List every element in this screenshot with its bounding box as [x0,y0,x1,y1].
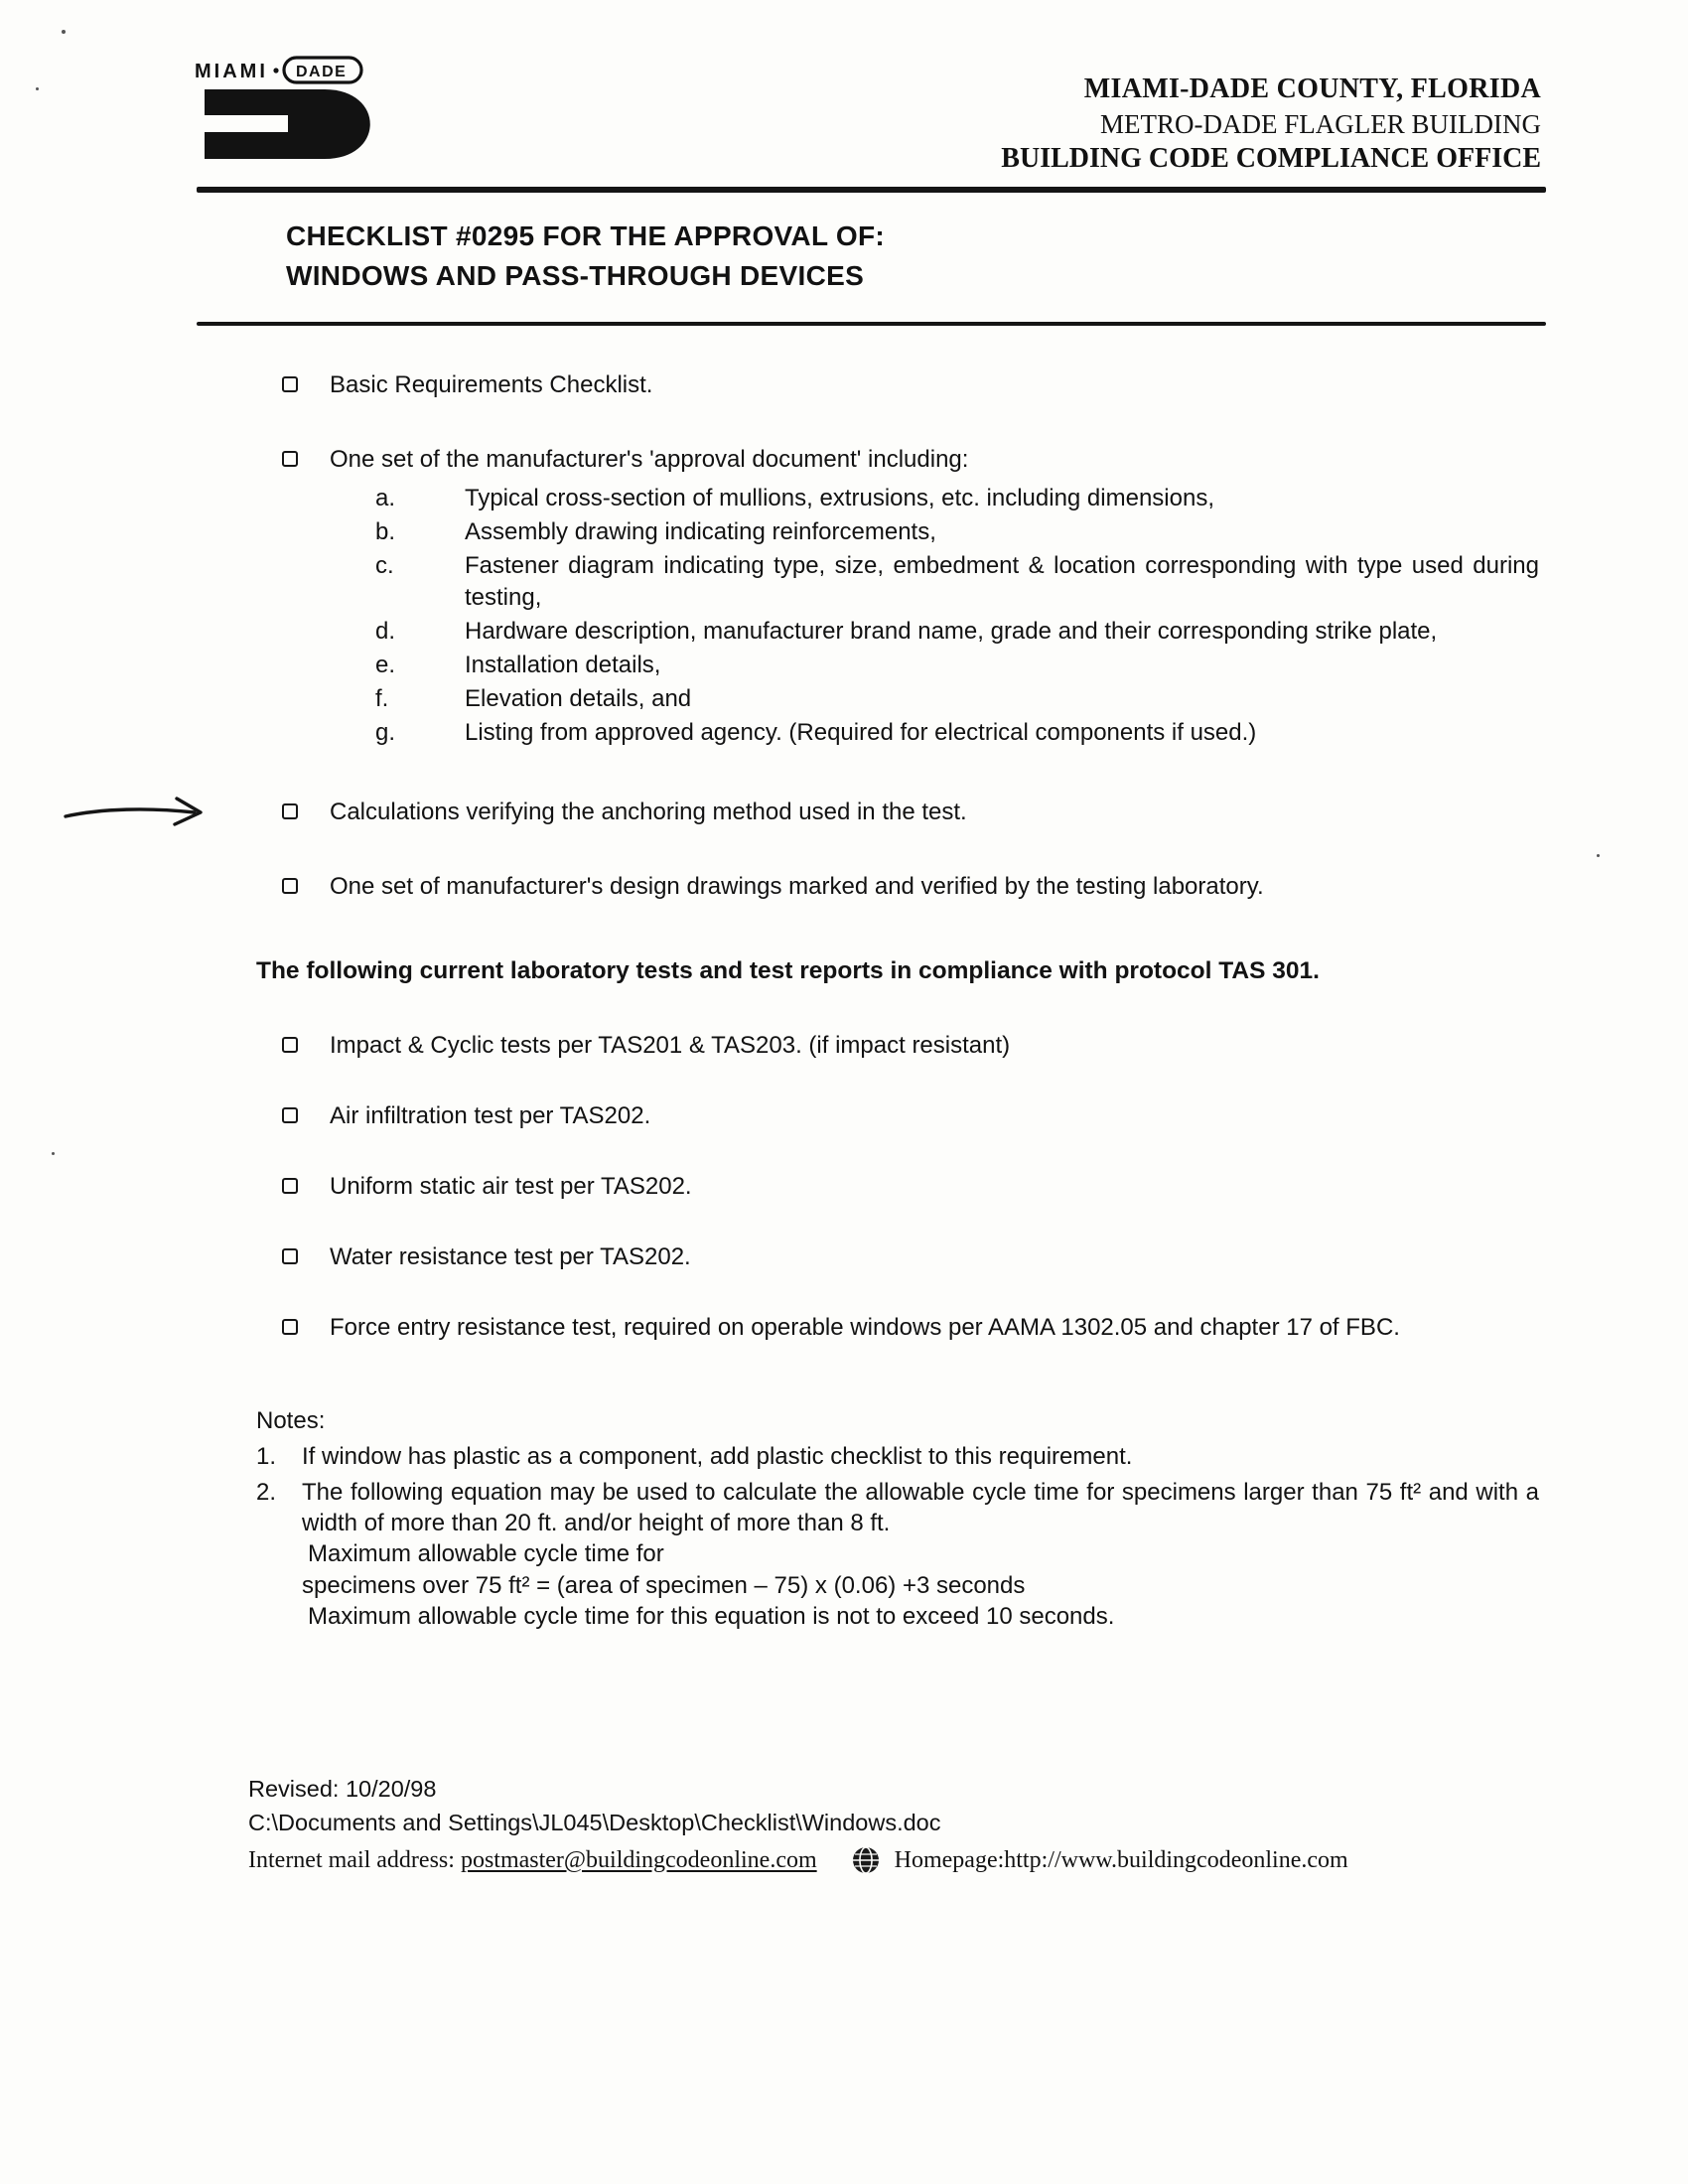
logo-text-dade: DADE [296,64,348,80]
checklist-item-text: Basic Requirements Checklist. [330,370,653,398]
approval-document-sublist [375,483,1539,749]
checklist-item-water-resistance [256,1241,1539,1272]
checkbox-icon[interactable] [282,376,298,392]
note-text [302,1477,1539,1632]
miami-dade-logo [191,50,489,168]
scan-speck [52,1152,55,1155]
sublist-item-label: d. [375,617,396,645]
sublist-item-label: e. [375,652,396,679]
checklist-item-text: Calculations verifying the anchoring method used in the test. [330,798,967,825]
checklist-item-design-drawings [256,871,1539,902]
checklist-item-approval-document [256,444,1539,475]
revised-date: Revised: 10/20/98 [248,1776,437,1802]
checkbox-icon[interactable] [282,1248,298,1264]
contact-line [248,1845,1348,1875]
note-2-equation: specimens over 75 ft² = (area of specimen – 75) x (0.06) +3 seconds [302,1571,1026,1599]
checklist-item-text: Force entry resistance test, required on operable windows per AAMA 1302.05 and chapter 17 of FBC. [330,1314,1400,1342]
file-path: C:\Documents and Settings\JL045\Desktop\Checklist\Windows.doc [248,1810,941,1835]
sublist-item-label: b. [375,518,396,546]
letterhead-line1: MIAMI-DADE COUNTY, FLORIDA [1083,73,1541,104]
scan-speck [1597,854,1600,857]
note-number: 1. [256,1442,277,1470]
checkbox-icon[interactable] [282,1037,298,1053]
sublist-item-text: Fastener diagram indicating type, size, embedment & location corresponding with type used during testing, [465,552,1539,611]
divider-top [197,187,1546,193]
logo-text-miami: MIAMI [195,61,268,82]
sublist-item-text: Assembly drawing indicating reinforcements, [465,518,936,546]
document-footer [248,1776,1348,1875]
sublist-item-text: Hardware description, manufacturer brand name, grade and their corresponding strike plate, [465,617,1438,645]
checklist-item-text: Water resistance test per TAS202. [330,1243,691,1271]
checklist-item-basic-requirements [256,369,1539,400]
title-line2: WINDOWS AND PASS-THROUGH DEVICES [286,259,865,291]
sublist-item-d [375,616,1539,647]
checkbox-icon[interactable] [282,1178,298,1194]
checklist-item-approval-document-group [256,444,1539,749]
checklist-item-text: Air infiltration test per TAS202. [330,1101,651,1129]
notes-heading: Notes: [256,1406,326,1434]
checklist-item-impact-cyclic [256,1030,1539,1061]
sublist-item-label: c. [375,552,394,580]
letterhead-line2: METRO-DADE FLAGLER BUILDING [1100,108,1541,139]
sublist-item-text: Elevation details, and [465,685,692,713]
divider-under-title [197,322,1546,326]
homepage-label: Homepage: [894,1846,1005,1873]
sublist-item-c [375,550,1539,612]
email-link[interactable]: postmaster@buildingcodeonline.com [460,1846,817,1873]
letterhead-address-block [489,50,1541,177]
checklist-item-text: One set of manufacturer's design drawings marked and verified by the testing laboratory. [330,872,1264,900]
checkbox-icon[interactable] [282,803,298,819]
checklist-item-force-entry [256,1312,1539,1343]
note-1 [256,1441,1539,1472]
note-2 [256,1477,1539,1632]
mail-label: Internet mail address: [248,1846,455,1873]
miami-dade-logo-graphic [191,56,439,163]
notes-section [256,1405,1539,1632]
sublist-item-text: Listing from approved agency. (Required for electrical components if used.) [465,719,1257,747]
handwritten-arrow-annotation [62,793,220,832]
homepage-url: http://www.buildingcodeonline.com [1004,1846,1348,1873]
checklist-item-text: Impact & Cyclic tests per TAS201 & TAS203. (if impact resistant) [330,1031,1011,1059]
sublist-item-text: Typical cross-section of mullions, extrusions, etc. including dimensions, [465,485,1214,512]
checkbox-icon[interactable] [282,1319,298,1335]
scan-speck [36,87,39,90]
checklist-item-calculations [256,797,1539,827]
note-text: If window has plastic as a component, add plastic checklist to this requirement. [302,1442,1133,1470]
sublist-item-label: f. [375,685,389,713]
checklist-item-text: Uniform static air test per TAS202. [330,1173,692,1201]
title-line1: CHECKLIST #0295 FOR THE APPROVAL OF: [286,220,886,252]
sublist-item-a [375,483,1539,513]
sublist-item-g [375,717,1539,748]
document-title [286,217,1539,296]
sublist-item-text: Installation details, [465,652,661,679]
scan-speck [62,30,66,34]
note-2-max-cycle-label: Maximum allowable cycle time for [308,1540,664,1568]
checklist-item-uniform-static-air [256,1171,1539,1202]
note-number: 2. [256,1479,277,1507]
sublist-item-f [375,683,1539,714]
checkbox-icon[interactable] [282,878,298,894]
sublist-item-e [375,650,1539,680]
globe-icon [851,1845,881,1875]
note-2-limit: Maximum allowable cycle time for this equation is not to exceed 10 seconds. [308,1602,1115,1630]
section-heading-tas301: The following current laboratory tests and test reports in compliance with protocol TAS 301. [256,956,1320,984]
checklist-item-air-infiltration [256,1100,1539,1131]
sublist-item-label: a. [375,485,396,512]
checkbox-icon[interactable] [282,451,298,467]
checklist-item-text: One set of the manufacturer's 'approval document' including: [330,445,969,473]
letterhead [191,50,1541,177]
sublist-item-label: g. [375,719,396,747]
sublist-item-b [375,516,1539,547]
letterhead-line3: BUILDING CODE COMPLIANCE OFFICE [1001,143,1541,175]
checkbox-icon[interactable] [282,1107,298,1123]
note-2-equation-intro: The following equation may be used to calculate the allowable cycle time for specimens larger than 75 ft² and with a width of more than 20 ft. and/or height of more than 8 ft. [302,1479,1539,1537]
checklist-body [256,369,1539,1632]
